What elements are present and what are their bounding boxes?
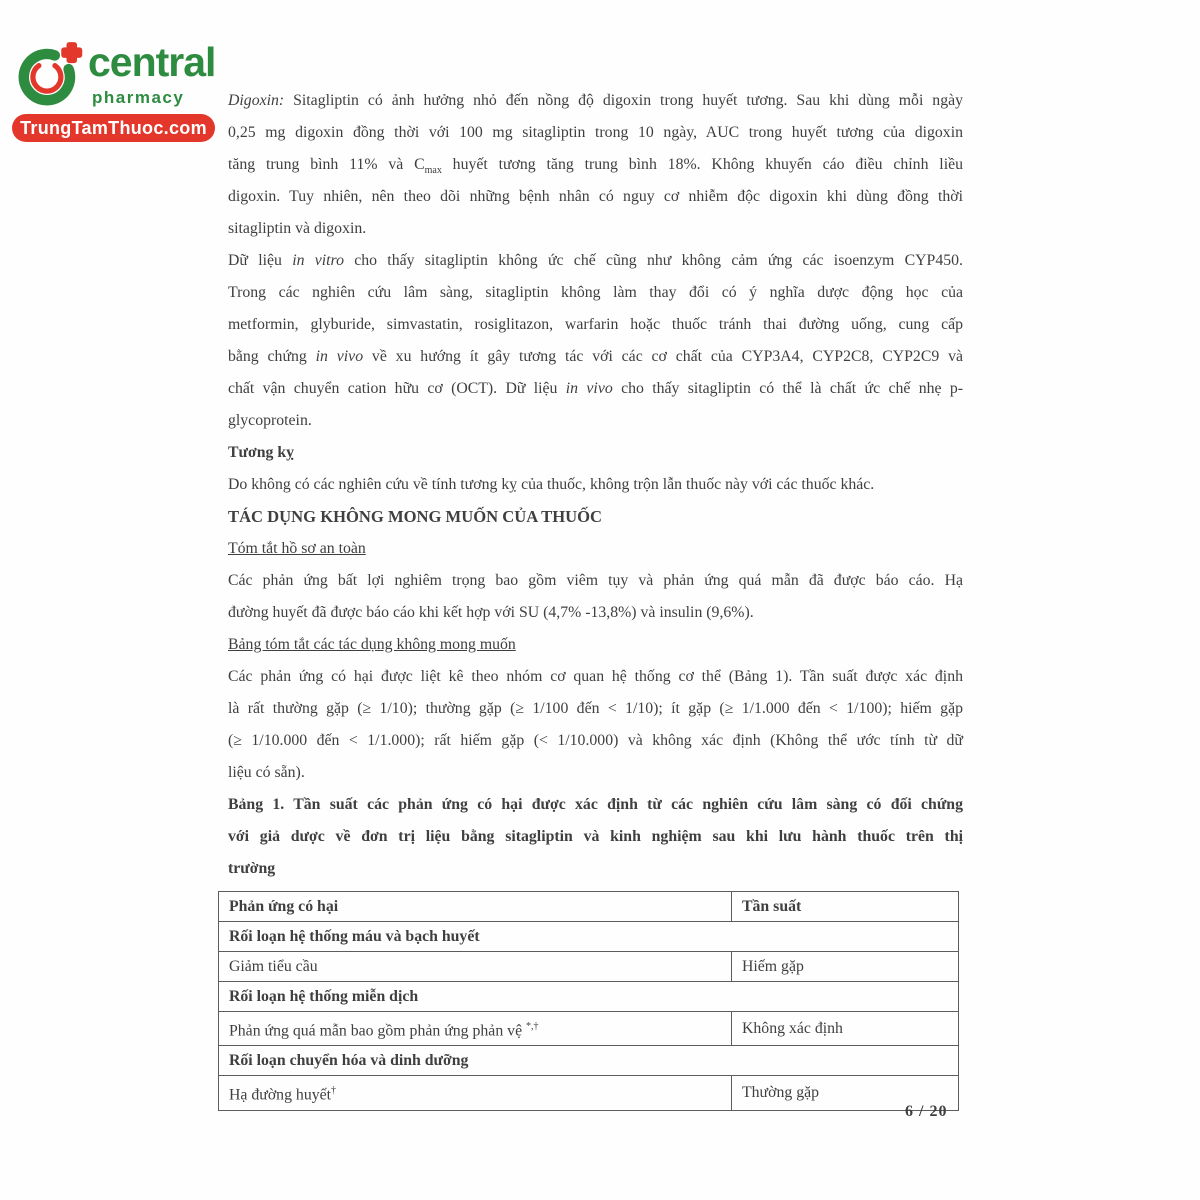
line-text: cho thấy sitagliptin có thể là chất ức chế nhẹ p- [612,380,963,397]
footnote-marker: *,† [526,1021,539,1032]
section-cell: Rối loạn hệ thống máu và bạch huyết [219,922,959,952]
logo-sub-text: pharmacy [92,88,185,107]
body-line: đường huyết đã được báo cáo khi kết hợp với SU (4,7% -13,8%) và insulin (9,6%). [228,604,754,621]
table-row [219,1076,959,1110]
page-number: 6 / 20 [905,1103,948,1120]
section-row [219,922,959,952]
document-text-column [228,85,963,1111]
section-cell: Rối loạn chuyển hóa và dinh dưỡng [219,1046,959,1076]
section-cell: Rối loạn hệ thống miễn dịch [219,982,959,1012]
line-text: huyết tương tăng trung bình 18%. Không khuyến cáo điều chỉnh liều [441,156,963,173]
table-caption-line: với giả dược về đơn trị liệu bằng sitagliptin và kinh nghiệm sau khi lưu hành thuốc trên thị [228,828,963,845]
header-cell-frequency: Tần suất [732,892,959,922]
line-text: bằng chứng [228,348,316,365]
body-line: (≥ 1/10.000 đến < 1/1.000); rất hiếm gặp (< 1/10.000) và không xác định (Không thể ước tính từ dữ [228,732,963,749]
table-caption-line: trường [228,860,276,877]
body-line: Các phản ứng bất lợi nghiêm trọng bao gồm viêm tụy và phản ứng quá mẫn đã được báo cáo. Hạ [228,572,963,589]
body-line: sitagliptin và digoxin. [228,220,367,237]
logo-brand-text: central [88,39,216,85]
italic-term: in vivo [315,348,364,365]
frequency-cell: Không xác định [732,1012,959,1046]
body-line: metformin, glyburide, simvastatin, rosiglitazon, warfarin hoặc thuốc tránh thai đường uống, cung cấp [228,316,963,333]
pharmacy-logo [12,36,217,146]
section-heading-tuong-ky: Tương kỵ [228,444,295,461]
line-text: Dữ liệu [228,252,293,269]
subscript-max: max [424,165,442,177]
logo-badge: TrungTamThuoc.com [12,114,215,142]
body-line [228,373,963,405]
body-line: Trong các nghiên cứu lâm sàng, sitagliptin không làm thay đổi có ý nghĩa dược động học của [228,284,963,301]
line-text: chất vận chuyển cation hữu cơ (OCT). Dữ liệu [228,380,566,397]
frequency-cell: Thường gặp [732,1076,959,1110]
italic-term: in vitro [292,252,344,269]
section-heading-adverse-effects: TÁC DỤNG KHÔNG MONG MUỐN CỦA THUỐC [228,507,602,526]
footnote-marker: † [331,1085,337,1097]
body-line: Các phản ứng có hại được liệt kê theo nhóm cơ quan hệ thống cơ thể (Bảng 1). Tần suất được xác định [228,668,963,685]
reaction-cell: Giảm tiểu cầu [219,952,732,982]
central-pharmacy-c-icon [14,40,84,110]
reaction-text: Phản ứng quá mẫn bao gồm phản ứng phản vệ [229,1022,527,1040]
body-line: là rất thường gặp (≥ 1/10); thường gặp (≥ 1/100 đến < 1/10); ít gặp (≥ 1/1.000 đến < 1/100); hiếm gặp [228,700,963,717]
reaction-text: Hạ đường huyết [229,1086,332,1104]
frequency-cell: Hiếm gặp [732,952,959,982]
body-line: Do không có các nghiên cứu về tính tương kỵ của thuốc, không trộn lẫn thuốc này với các thuốc khác. [228,476,875,493]
header-cell-reaction: Phản ứng có hại [219,892,732,922]
table-header-row [219,892,959,922]
italic-term: in vivo [565,380,613,397]
body-line [228,85,963,117]
reaction-cell [219,1012,732,1046]
body-line [228,245,963,277]
body-line: glycoprotein. [228,412,312,429]
body-line: digoxin. Tuy nhiên, nên theo dõi những bệnh nhân có nguy cơ nhiễm độc digoxin khi dùng đồng thời [228,188,963,205]
body-line [228,341,963,373]
body-line: 0,25 mg digoxin đồng thời với 100 mg sitagliptin trong 10 ngày, AUC trong huyết tương của digoxin [228,124,963,141]
table-row [219,1012,959,1046]
table-row [219,952,959,982]
subsection-heading-adr-table: Bảng tóm tắt các tác dụng không mong muốn [228,636,516,653]
line-text: tăng trung bình 11% và C [228,156,425,173]
body-line [228,149,963,181]
line-text: cho thấy sitagliptin không ức chế cũng như không cảm ứng các isoenzym CYP450. [343,252,963,269]
reaction-cell [219,1076,732,1110]
subsection-heading-safety-summary: Tóm tắt hồ sơ an toàn [228,540,366,557]
body-line: liệu có sẵn). [228,764,305,781]
section-row [219,1046,959,1076]
line-text: về xu hướng ít gây tương tác với các cơ chất của CYP3A4, CYP2C8, CYP2C9 và [363,348,964,365]
adverse-reactions-table [218,891,959,1111]
table-caption-line: Bảng 1. Tần suất các phản ứng có hại được xác định từ các nghiên cứu lâm sàng có đối chứng [228,796,963,813]
line-text: Sitagliptin có ảnh hưởng nhỏ đến nồng độ digoxin trong huyết tương. Sau khi dùng mỗi ngày [284,92,963,109]
italic-term: Digoxin: [228,92,285,109]
section-row [219,982,959,1012]
